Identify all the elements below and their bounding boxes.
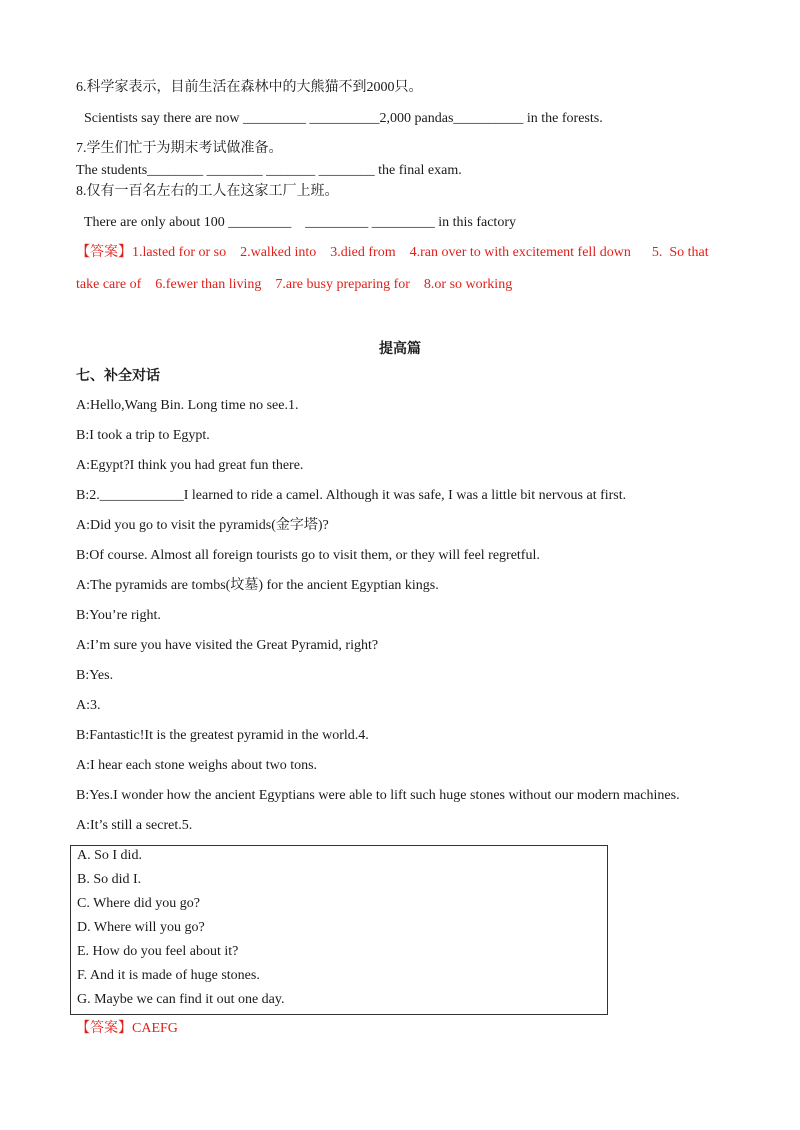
option-f: F. And it is made of huge stones. (77, 968, 260, 983)
dialogue-line: A:I’m sure you have visited the Great Pyramid, right? (76, 638, 379, 653)
dialogue-line: A:It’s still a secret.5. (76, 818, 193, 833)
option-g: G. Maybe we can find it out one day. (77, 992, 285, 1007)
option-c: C. Where did you go? (77, 896, 200, 911)
dialogue-line: A:Did you go to visit the pyramids(金字塔)? (76, 518, 329, 533)
q6-english: Scientists say there are now _________ __________2,000 pandas__________ in the forests. (84, 111, 603, 126)
dialogue-line: A:Hello,Wang Bin. Long time no see.1. (76, 398, 299, 413)
option-e: E. How do you feel about it? (77, 944, 239, 959)
final-answer: 【答案】CAEFG (76, 1021, 178, 1036)
q6-chinese: 6.科学家表示，目前生活在森林中的大熊猫不到2000只。 (76, 80, 423, 95)
q8-chinese: 8.仅有一百名左右的工人在这家工厂上班。 (76, 184, 339, 199)
option-a: A. So I did. (77, 848, 142, 863)
section-heading: 七、补全对话 (76, 369, 160, 384)
option-d: D. Where will you go? (77, 920, 205, 935)
dialogue-line: B:2.____________I learned to ride a camel. Although it was safe, I was a little bit nervous at first. (76, 488, 627, 503)
answer-line-1: 【答案】1.lasted for or so 2.walked into 3.died from 4.ran over to with excitement fell down 5. So that (76, 245, 709, 260)
dialogue-line: A:The pyramids are tombs(坟墓) for the ancient Egyptian kings. (76, 578, 439, 593)
dialogue-line: B:I took a trip to Egypt. (76, 428, 210, 443)
q7-english: The students________ ________ _______ ________ the final exam. (76, 163, 462, 178)
dialogue-line: A:3. (76, 698, 101, 713)
answer-line-2: take care of 6.fewer than living 7.are busy preparing for 8.or so working (76, 277, 513, 292)
q8-english: There are only about 100 _________ _________ _________ in this factory (84, 215, 516, 230)
dialogue-line: A:I hear each stone weighs about two tons. (76, 758, 318, 773)
section-title: 提高篇 (379, 342, 421, 357)
dialogue-line: B:Fantastic!It is the greatest pyramid in the world.4. (76, 728, 369, 743)
dialogue-line: B:Yes.I wonder how the ancient Egyptians were able to lift such huge stones without our modern machines. (76, 788, 680, 803)
option-b: B. So did I. (77, 872, 142, 887)
dialogue-line: A:Egypt?I think you had great fun there. (76, 458, 304, 473)
dialogue-line: B:Yes. (76, 668, 114, 683)
options-box (70, 845, 608, 1015)
q7-chinese: 7.学生们忙于为期末考试做准备。 (76, 141, 283, 156)
dialogue-line: B:You’re right. (76, 608, 161, 623)
dialogue-line: B:Of course. Almost all foreign tourists go to visit them, or they will feel regretful. (76, 548, 540, 563)
